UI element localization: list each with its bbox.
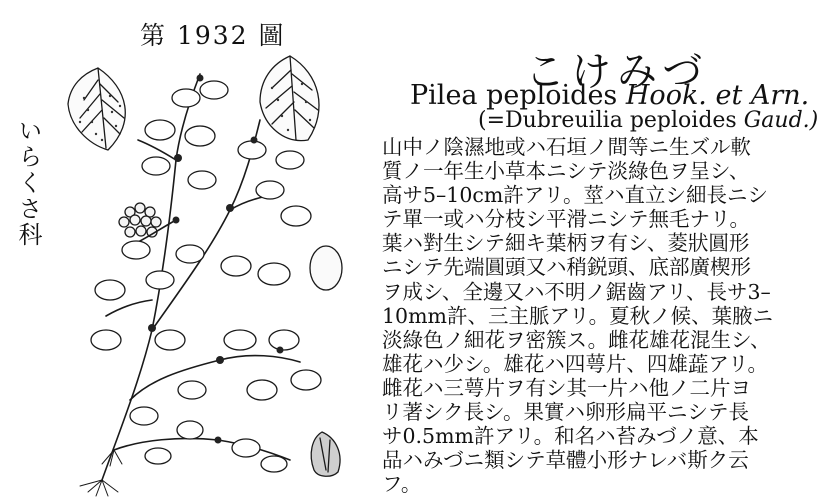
description-line: リ著シク長シ。果實ハ卵形扁平ニシテ長: [382, 400, 749, 425]
description-text: [382, 135, 837, 496]
figure-number: 第 1932 圖: [140, 21, 286, 50]
description-line: サ0.5mm許アリ。和名ハ苔みづノ意、本: [382, 424, 759, 449]
seed-detail: [310, 246, 342, 290]
description-line: 品ハみづニ類シテ草體小形ナレバ斯ク云: [382, 448, 749, 473]
family-label: いらくさ科: [14, 118, 42, 248]
description-line: 雌花ハ三萼片ヲ有シ其一片ハ他ノ二片ヨ: [382, 375, 751, 400]
description-line: フ。: [382, 472, 422, 497]
description-line: 葉ハ對生シテ細キ葉柄ヲ有シ、菱狀圓形: [382, 231, 750, 256]
description-line: 淡綠色ノ細花ヲ密簇ス。雌花雄花混生シ、: [382, 327, 771, 352]
description-line: 雄花ハ少シ。雄花ハ四萼片、四雄蕋アリ。: [382, 351, 769, 376]
description-line: 高サ5–10cm許アリ。莖ハ直立シ細長ニシ: [382, 183, 768, 208]
leaf-detail-right: [260, 56, 319, 141]
scientific-name-authority: Hook. et Arn.: [625, 80, 810, 111]
synonym-species: (=Dubreuilia peploides: [478, 108, 737, 133]
description-line: 10mm許、三主脈アリ。夏秋ノ候、葉腋ニ: [382, 303, 774, 328]
fruit-detail: [311, 432, 340, 476]
synonym-authority: Gaud.): [743, 108, 819, 133]
plant-illustration: [40, 40, 380, 498]
japanese-name: こけみづ: [525, 49, 709, 95]
description-line: ヲ成シ、全邊又ハ不明ノ鋸齒アリ、長サ3–: [382, 279, 771, 304]
description-line: テ單一或ハ分枝シ平滑ニシテ無毛ナリ。: [382, 207, 750, 232]
roots: [80, 450, 122, 496]
scientific-name-species: Pilea peploides: [410, 80, 618, 111]
leaf-detail-left: [68, 68, 125, 150]
synonym-name: [478, 108, 833, 133]
description-line: ニシテ先端圓頭又ハ稍鋭頭、底部廣楔形: [382, 255, 751, 280]
scientific-name: [410, 80, 835, 111]
description-line: 質ノ一年生小草本ニシテ淡綠色ヲ呈シ、: [382, 159, 750, 184]
description-line: 山中ノ陰濕地或ハ石垣ノ間等ニ生ズル軟: [382, 135, 751, 159]
